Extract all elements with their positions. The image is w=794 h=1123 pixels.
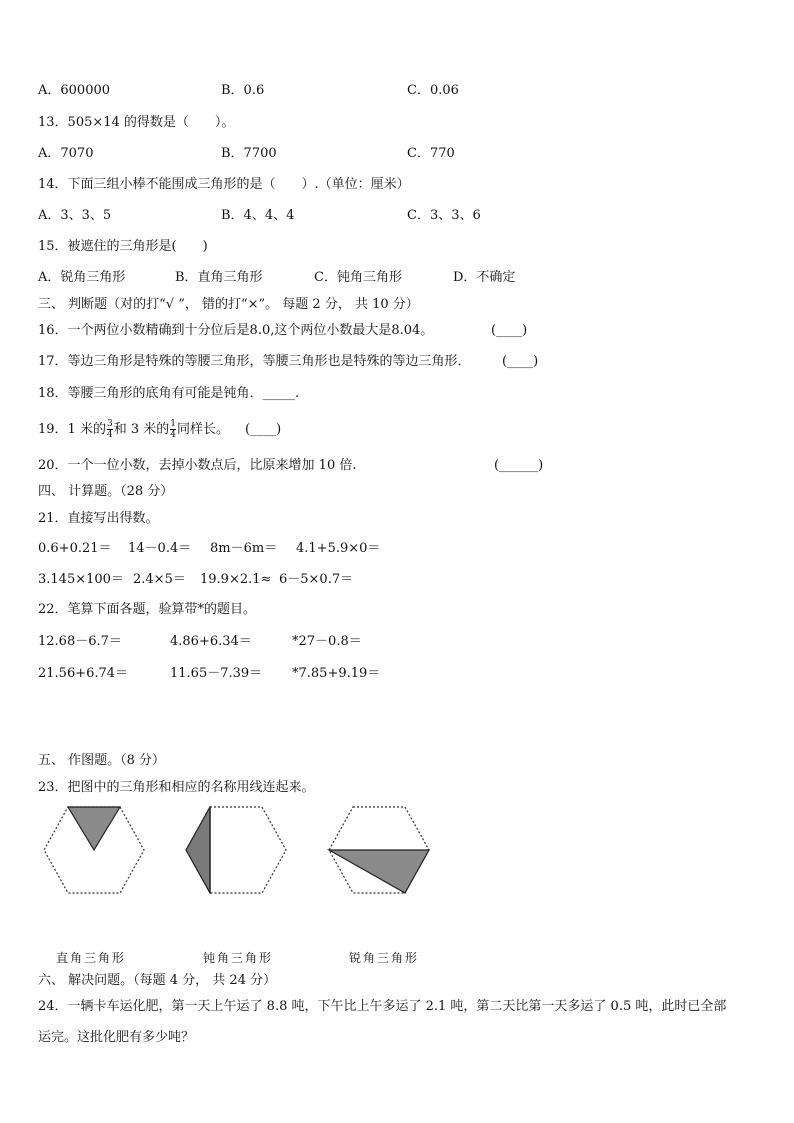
section-6-heading: 六、 解决问题。（每题 4 分， 共 24 分） bbox=[38, 973, 277, 988]
q24-question-line2: 运完。这批化肥有多少吨？ bbox=[38, 1030, 195, 1045]
q22-question: 22．笔算下面各题，验算带*的题目。 bbox=[38, 602, 257, 617]
q19-fraction-1: $\frac{3}{4}$ bbox=[106, 419, 113, 440]
q17-question: 17．等边三角形是特殊的等腰三角形，等腰三角形也是特殊的等边三角形． bbox=[38, 354, 471, 369]
q19-text-part1: 19．1 米的 bbox=[38, 422, 106, 437]
q20-question: 20．一个一位小数，去掉小数点后，比原来增加 10 倍. bbox=[38, 458, 357, 473]
q23-question: 23．把图中的三角形和相应的名称用线连起来。 bbox=[38, 780, 315, 795]
q21-expr: 8m－6m＝ bbox=[210, 541, 278, 556]
q13-option-c: C．770 bbox=[407, 146, 455, 161]
q14-option-c: C．3、3、6 bbox=[407, 208, 481, 223]
q15-question: 15．被遮住的三角形是( ) bbox=[38, 239, 208, 254]
q12-option-a: A．600000 bbox=[38, 83, 111, 98]
q19-fraction-2: $\frac{1}{4}$ bbox=[170, 419, 176, 440]
q22-expr: 11.65－7.39＝ bbox=[170, 666, 263, 681]
hexagon-figure-right-triangle bbox=[42, 806, 146, 894]
q22-expr: *27－0.8＝ bbox=[292, 634, 362, 649]
label-acute-triangle: 锐角三角形 bbox=[349, 951, 420, 965]
q16-question: 16．一个两位小数精确到十分位后是8.0,这个两位小数最大是8.04。 bbox=[38, 323, 434, 338]
q15-option-d: D．不确定 bbox=[453, 270, 516, 285]
q22-expr: 4.86+6.34＝ bbox=[170, 634, 252, 649]
q19-question bbox=[38, 417, 229, 443]
q21-expr: 14－0.4＝ bbox=[128, 541, 192, 556]
q19-text-part3: 同样长。 bbox=[176, 422, 229, 437]
q13-option-a: A．7070 bbox=[38, 146, 94, 161]
q14-option-a: A．3、3、5 bbox=[38, 208, 112, 223]
q15-option-c: C．钝角三角形 bbox=[314, 270, 402, 285]
q21-question: 21．直接写出得数。 bbox=[38, 511, 159, 526]
hexagon-figure-acute-triangle bbox=[327, 806, 431, 894]
label-right-triangle: 直角三角形 bbox=[56, 951, 127, 965]
q13-option-b: B．7700 bbox=[221, 146, 277, 161]
q15-option-b: B．直角三角形 bbox=[175, 270, 263, 285]
q16-answer-blank[interactable]: (____) bbox=[491, 323, 528, 338]
q17-answer-blank[interactable]: (____) bbox=[502, 354, 539, 369]
q21-expr: 6－5×0.7＝ bbox=[279, 572, 354, 587]
q18-question: 18．等腰三角形的底角有可能是钝角．_____. bbox=[38, 386, 300, 401]
q12-option-c: C．0.06 bbox=[407, 83, 459, 98]
q21-expr: 2.4×5＝ bbox=[133, 572, 186, 587]
q24-question-line1: 24．一辆卡车运化肥，第一天上午运了 8.8 吨，下午比上午多运了 2.1 吨，第二天比第一天多运了 0.5 吨，此时已全部 bbox=[38, 999, 727, 1014]
q22-expr: *7.85+9.19＝ bbox=[292, 666, 381, 681]
hexagon-figure-obtuse-triangle bbox=[184, 806, 288, 894]
q22-expr: 12.68－6.7＝ bbox=[38, 634, 122, 649]
shaded-triangle bbox=[186, 807, 210, 893]
section-4-heading: 四、 计算题。（28 分） bbox=[38, 484, 174, 499]
q15-option-a: A．锐角三角形 bbox=[38, 270, 126, 285]
q22-expr: 21.56+6.74＝ bbox=[38, 666, 129, 681]
q19-answer-blank[interactable]: (____) bbox=[245, 422, 282, 437]
section-3-heading: 三、 判断题（对的打“√ ”， 错的打“×”。 每题 2 分， 共 10 分） bbox=[38, 297, 419, 312]
q14-option-b: B．4、4、4 bbox=[221, 208, 295, 223]
shaded-triangle bbox=[329, 850, 429, 893]
shaded-triangle bbox=[68, 807, 120, 850]
q13-question: 13．505×14 的得数是（ ）。 bbox=[38, 115, 235, 130]
q19-text-part2: 和 3 米的 bbox=[113, 422, 170, 437]
q21-expr: 3.145×100＝ bbox=[38, 572, 124, 587]
q21-expr: 4.1+5.9×0＝ bbox=[296, 541, 381, 556]
q12-option-b: B．0.6 bbox=[221, 83, 265, 98]
section-5-heading: 五、 作图题。（8 分） bbox=[38, 753, 166, 768]
q20-answer-blank[interactable]: (______) bbox=[494, 458, 544, 473]
q21-expr: 0.6+0.21＝ bbox=[38, 541, 112, 556]
label-obtuse-triangle: 钝角三角形 bbox=[203, 951, 274, 965]
q21-expr: 19.9×2.1≈ bbox=[200, 572, 272, 587]
q14-question: 14．下面三组小棒不能围成三角形的是（ ）.（单位：厘米） bbox=[38, 177, 410, 192]
